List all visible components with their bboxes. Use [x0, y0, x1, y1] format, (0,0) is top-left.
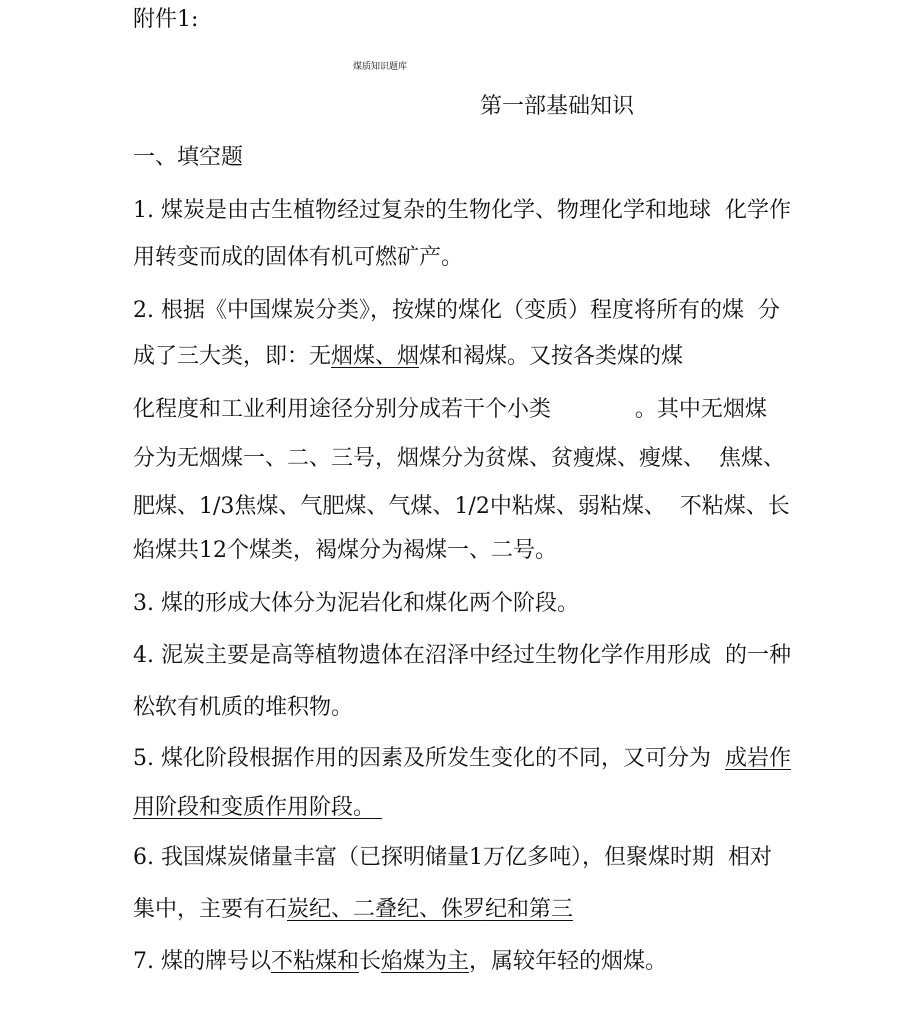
underlined-answer: 烟煤、烟: [331, 344, 420, 369]
underlined-answer: 焰煤为主: [381, 949, 470, 974]
text-segment: 1. 煤炭是由古生植物经过复杂的生物化学、物理化学和地球 化学作: [133, 198, 791, 223]
text-segment: 化程度和工业利用途径分别分成若干个小类 。其中无烟煤: [133, 397, 767, 422]
text-line: [133, 694, 353, 722]
text-line: [133, 745, 791, 773]
text-segment: 2. 根据《中国煤炭分类》，按煤的煤化（变质）程度将所有的煤 分: [133, 298, 780, 323]
text-line: [133, 844, 772, 872]
text-segment: 松软有机质的堆积物。: [133, 695, 354, 720]
text-segment: 长: [359, 949, 382, 974]
underlined-answer: 成岩作: [724, 746, 791, 771]
text-segment: 肥煤、1/3焦煤、气肥煤、气煤、1/2中粘煤、弱粘煤、 不粘煤、长: [133, 494, 790, 519]
text-segment: 焰煤共12个煤类，褐煤分为褐煤一、二号。: [133, 538, 557, 563]
text-line: [133, 590, 579, 618]
text-line: [133, 794, 382, 822]
section-heading: 一、填空题: [133, 145, 244, 170]
text-line: [133, 493, 790, 521]
text-segment: 成了三大类，即：无: [133, 344, 332, 369]
text-line: [133, 244, 463, 272]
text-segment: 6. 我国煤炭储量丰富（已探明储量1万亿多吨），但聚煤时期 相对: [133, 845, 772, 870]
text-line: [133, 642, 791, 670]
document-title: 煤质知识题库: [353, 62, 408, 72]
text-segment: 3. 煤的形成大体分为泥岩化和煤化两个阶段。: [133, 591, 579, 616]
text-line: [133, 445, 785, 473]
attachment-label: 附件1:: [133, 7, 199, 32]
text-line: [133, 537, 557, 565]
text-segment: 用转变而成的固体有机可燃矿产。: [133, 245, 464, 270]
text-segment: 煤和褐煤。又按各类煤的煤: [419, 344, 684, 369]
underlined-answer: 炭纪、二叠纪、侏罗: [287, 897, 486, 922]
text-segment: 5. 煤化阶段根据作用的因素及所发生变化的不同，又可分为: [133, 746, 725, 771]
text-line: [133, 197, 791, 225]
underlined-answer: 纪和第三: [485, 897, 574, 922]
text-segment: 4. 泥炭主要是高等植物遗体在沼泽中经过生物化学作用形成 的一种: [133, 643, 791, 668]
text-line: [133, 297, 780, 325]
text-segment: 7. 煤的牌号以: [133, 949, 271, 974]
text-segment: 分为无烟煤一、二、三号，烟煤分为贫煤、贫瘦煤、瘦煤、 焦煤、: [133, 446, 785, 471]
part-title: 第一部基础知识: [480, 94, 635, 119]
text-segment: ，属较年轻的烟煤。: [469, 949, 668, 974]
text-line: [133, 948, 667, 976]
text-line: [133, 896, 573, 924]
underlined-answer: 用阶段和变质作用阶段。: [133, 795, 382, 820]
underlined-answer: 不粘煤和: [270, 949, 359, 974]
text-line: [133, 396, 767, 424]
text-segment: 集中，主要有石: [133, 897, 288, 922]
text-line: [133, 343, 683, 371]
